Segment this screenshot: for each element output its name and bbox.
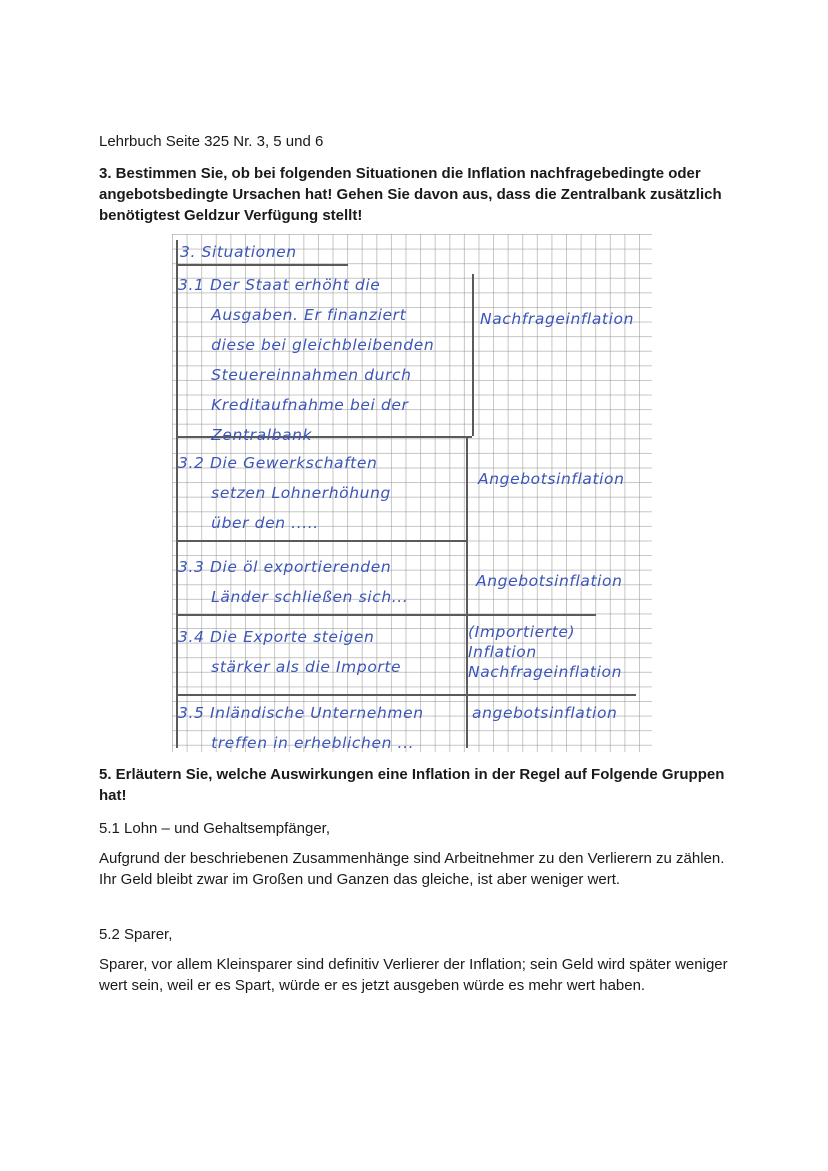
situation-3-2: 3.2 Die Gewerkschaften setzen Lohnerhöhung über den ..... xyxy=(178,454,391,532)
table-column-divider-top xyxy=(472,274,474,436)
table-row-divider xyxy=(176,540,466,542)
item-5-2-heading: 5.2 Sparer, xyxy=(99,926,173,943)
item-5-2-answer: Sparer, vor allem Kleinsparer sind definitiv Verlierer der Inflation; sein Geld wird später weniger wert sein, weil er es Spart, würde er es jetzt ausgeben würde es mehr wert haben. xyxy=(99,956,728,994)
answer-3-5: angebotsinflation xyxy=(472,704,618,722)
item-5-1-answer: Aufgrund der beschriebenen Zusammenhänge sind Arbeitnehmer zu den Verlierern zu zählen. Ihr Geld bleibt zwar im Großen und Ganzen das gleiche, ist aber weniger wert. xyxy=(99,850,725,888)
answer-3-1: Nachfrageinflation xyxy=(480,310,635,328)
situation-3-4: 3.4 Die Exporte steigen stärker als die Importe xyxy=(178,628,402,676)
situation-3-3: 3.3 Die öl exportierenden Länder schließen sich... xyxy=(178,558,409,606)
table-row-divider xyxy=(176,694,636,696)
answer-3-2: Angebotsinflation xyxy=(478,470,625,488)
item-5-1-heading: 5.1 Lohn – und Gehaltsempfänger, xyxy=(99,820,331,837)
situation-3-5: 3.5 Inländische Unternehmen treffen in erheblichen ... xyxy=(178,704,424,752)
handwritten-heading: 3. Situationen xyxy=(180,243,297,261)
task3-prompt: 3. Bestimmen Sie, ob bei folgenden Situationen die Inflation nachfragebedingte oder angebotsbedingte Ursachen hat! Gehen Sie davon aus, dass die Zentralbank zusätzlich benötigtest Geldzur Verfügung stellt! xyxy=(99,165,722,224)
answer-3-4: (Importierte) Inflation Nachfrageinflation xyxy=(468,623,623,681)
situation-3-1: 3.1 Der Staat erhöht die Ausgaben. Er finanziert diese bei gleichbleibenden Steuereinnahmen durch Kreditaufnahme bei der Zentralbank xyxy=(178,276,435,444)
header-line: Lehrbuch Seite 325 Nr. 3, 5 und 6 xyxy=(99,133,324,150)
handwritten-notes-sheet xyxy=(172,234,652,752)
answer-3-3: Angebotsinflation xyxy=(476,572,623,590)
task5-prompt: 5. Erläutern Sie, welche Auswirkungen eine Inflation in der Regel auf Folgende Gruppen hat! xyxy=(99,766,725,804)
table-column-divider xyxy=(466,436,468,748)
table-row-divider xyxy=(176,614,596,616)
